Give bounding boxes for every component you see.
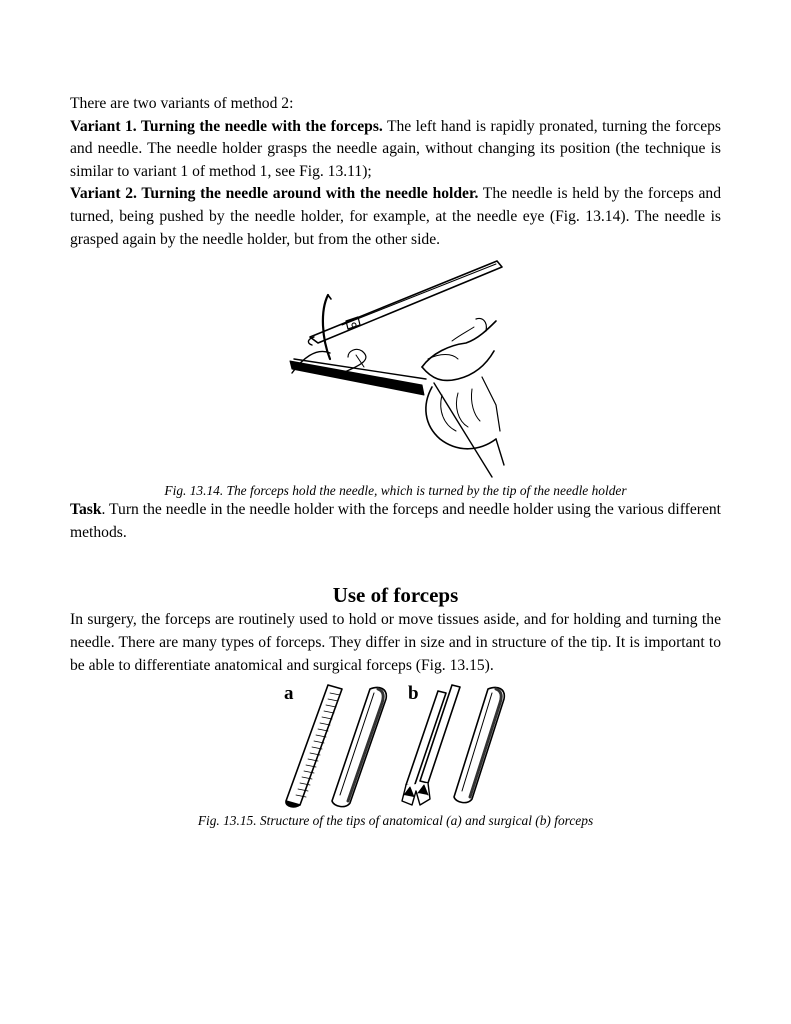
figure-13-15-caption: Fig. 13.15. Structure of the tips of anatomical (a) and surgical (b) forceps xyxy=(197,813,594,829)
variant-2-paragraph xyxy=(70,183,721,251)
needle-holder-forceps-illustration xyxy=(282,255,512,483)
figure-label-b: b xyxy=(408,683,419,705)
surgery-paragraph: In surgery, the forceps are routinely used to hold or move tissues aside, and for holding and turning the needle. There are many types of forceps. They differ in size and in structure of the tip. It is important to be able to differentiate anatomical and surgical forceps (Fig. 13.15). xyxy=(70,611,721,674)
figure-label-a: a xyxy=(284,683,294,705)
section-title: Use of forceps xyxy=(332,583,459,608)
variant-2-text: The needle is held by the forceps and turned, being pushed by the needle holder, for example, at the needle eye (Fig. 13.14). The needle is grasped again by the needle holder, but from the other side. xyxy=(70,185,722,248)
figure-13-15 xyxy=(70,683,721,811)
forceps-tips-illustration xyxy=(280,683,520,811)
intro-text: There are two variants of method 2: xyxy=(70,95,294,112)
figure-13-14 xyxy=(70,255,721,483)
task-label: Task xyxy=(70,501,102,519)
variant-1-text: The left hand is rapidly pronated, turning the forceps and needle. The needle holder grasps the needle again, without changing its position (the technique is similar to variant 1 of method 1, see Fig. 13.11); xyxy=(70,117,721,180)
task-paragraph xyxy=(70,499,721,544)
document-page xyxy=(70,93,721,829)
variant-1-heading: Variant 1. Turning the needle with the forceps. xyxy=(70,117,383,135)
variant-2-heading: Variant 2. Turning the needle around with the needle holder. xyxy=(70,185,479,203)
figure-13-14-caption: Fig. 13.14. The forceps hold the needle, which is turned by the tip of the needle holder xyxy=(164,483,627,499)
variant-1-paragraph xyxy=(70,116,721,184)
task-text: . Turn the needle in the needle holder with the forceps and needle holder using the various different methods. xyxy=(70,501,721,541)
